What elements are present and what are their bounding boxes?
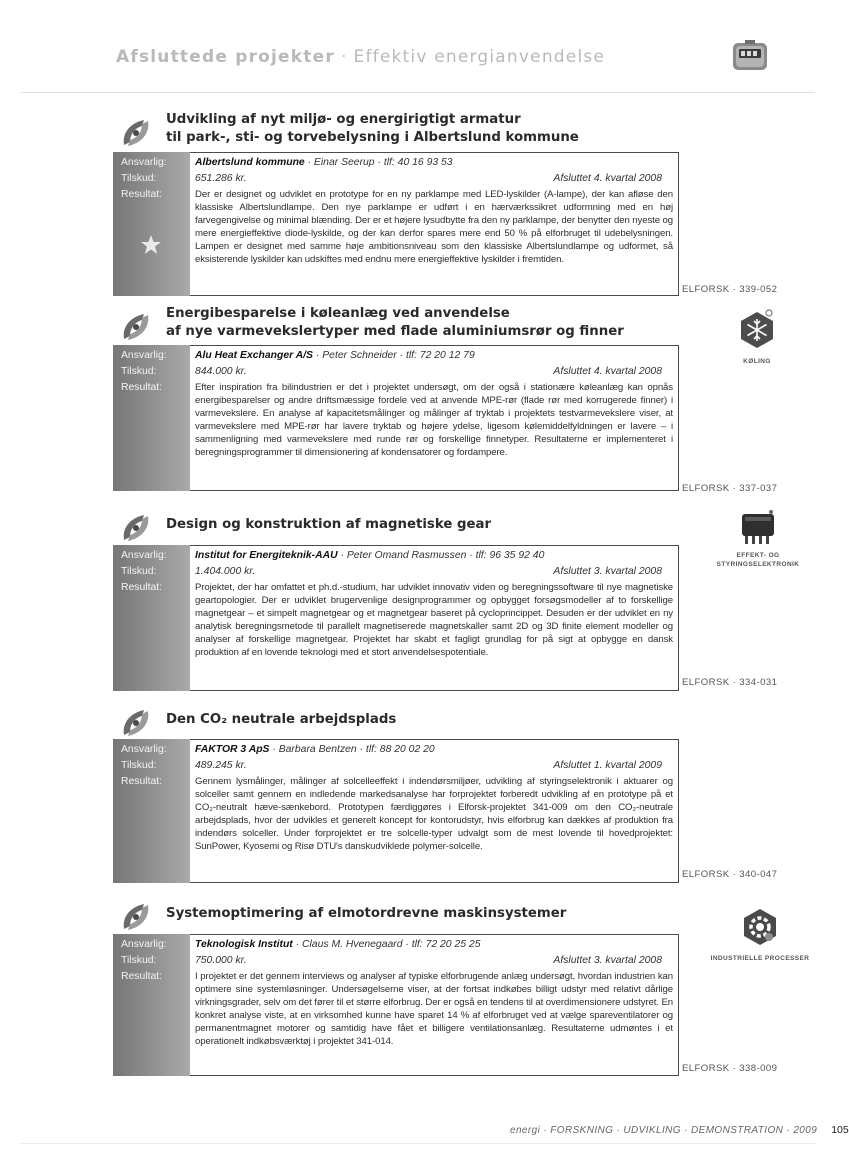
project-label-column [113,152,190,296]
project-details [190,152,679,296]
project-completed: Afsluttet 4. kvartal 2008 [553,366,662,377]
project-result: Gennem lysmålinger, målinger af solcelleeffekt i indendørsmiljøer, udvikling af styringselektronik i aktuarer og solceller samt gennem en indledende markedsanalyse har forprojektet forberedt udvikling af en prototype på et CO₂-neutralt hæve-sænkebord. Prototypen færdiggøres i Elforsk-projektet 341-009 om den CO₂-neutrale arbejdsplads, hvor der udvikles et generelt koncept for kontorudstyr, hvis elforbrug kan dækkes af produktion fra indendørs solceller. Under forprojektet er tre solcelle-typer udvalgt som de mest lovende til hovedprojektet: SunPower, Kyosemi og Risø DTU's danskudviklede polymer-solcelle. [195,776,673,852]
section-title: Afsluttede projekter [116,47,335,67]
project-result: I projektet er det gennem interviews og analyser af typiske elforbrugende anlæg undersøgt, hvordan industrien kan optimere sine systemløsninger. Undersøgelserne viser, at der fortsat indkøbes billigt udstyr med relativt dårlige virkningsgrader, selv om det fører til et større elforbrug. Der er også en tendens til at overdimensionere udstyret. En konkret analyse viste, at en virksomhed kunne have sparet 14 % af elforbruget ved at vælge spareventilatorer og permanentmagnet motorer og samtidig have fået et billigere ventilationsanlæg. Resultaterne udmøntes i et operationelt indkøbsværktøj i projektet 341-014. [195,971,673,1047]
project-label-column [113,345,190,491]
snowflake-icon [736,308,778,352]
project-reference: ELFORSK · 339-052 [682,284,778,295]
project-grant: 651.286 kr. [195,173,247,184]
result-label: Resultat: [121,382,163,393]
project-reference: ELFORSK · 334-031 [682,677,778,688]
project-contact: Teknologisk Institut · Claus M. Hvenegaard · tlf: 72 20 25 25 [195,939,481,950]
category-badge [700,506,816,569]
title-separator: · [340,47,348,67]
project-completed: Afsluttet 4. kvartal 2008 [553,173,662,184]
project-title: Den CO₂ neutrale arbejdsplads [166,712,397,727]
responsible-label: Ansvarlig: [121,350,167,361]
grant-label: Tilskud: [121,955,157,966]
header-divider [20,92,815,93]
battery-icon [731,37,769,75]
page-footer [510,1124,849,1136]
project-result: Efter inspiration fra bilindustrien er det i projektet undersøgt, om der også i stationære køleanlæg kan opnås energibesparelser og andre driftsmæssige fordele ved at anvende MPE-rør (flade rør med korrugerede finner) i varmevekslere. En analyse af kapacitetsmålinger og målinger af tryktab i projektets testvarmevekslere viser, at varmevekslere med MPE-rør har lavere tryktab og højere ydelse, ligesom kølemiddelfyldningen er lavere – i sammenligning med varmevekslere med runde rør og forskellige finnetyper. Resultaterne er implementeret i beregningsprogrammer til dimensionering af kondensatorer og fordampere. [195,382,673,458]
elforsk-logo-icon [118,899,154,933]
responsible-label: Ansvarlig: [121,550,167,561]
elforsk-logo-icon [118,510,154,544]
project-grant: 750.000 kr. [195,955,247,966]
project-result: Der er designet og udviklet en prototype for en ny parklampe med LED-lyskilder (A-lampe), der kan afløse den klassiske Albertslundlampe. Den nye parklampe er udført i en hærværkssikret udformning med en høj farvegengivelse og minimal blænding. Der er et højere lysudbytte fra den ny parklampe, der benytter den nyeste og mere energieffektive diode-lyskilde, og der kan derfor spares mere end 50 % på elforbruget til udebelysningen. Lampen er designet med samme høje ambitionsniveau som den klassiske Albertslundlampe og udformet, så eksisterende lyskilder kan udskiftes med endnu mere energieffektive lyskilder i fremtiden. [195,189,673,265]
project-details [190,545,679,691]
project-grant: 489.245 kr. [195,760,247,771]
microchip-icon [736,506,780,546]
project-completed: Afsluttet 3. kvartal 2008 [553,566,662,577]
project-title: Udvikling af nyt miljø- og energirigtigt armatur til park-, sti- og torvebelysning i Albertslund kommune [166,112,579,145]
result-label: Resultat: [121,189,163,200]
footer-divider [20,1143,815,1144]
project-contact: Institut for Energiteknik-AAU · Peter Omand Rasmussen · tlf: 96 35 92 40 [195,550,545,561]
project-result: Projektet, der har omfattet et ph.d.-studium, har udviklet innovativ viden og beregningssoftware til nye magnetiske geartopologier. Der er udviklet brugervenlige designprogrammer og opbygget forsøgsmodeller af to forskellige magnetgear – et simpelt magnetgear og et magnetgear baseret på cycloprincippet. Desuden er der udviklet en ny analytisk beregningsmetode til parallelt magnetiserede magnetskaller samt 2D og 3D finite element modeller og analyser af forskellige magnetgear. Projektet har skabt et fagligt grundlag for på sigt at opbygge en dansk produktion af en lovende teknologi med et stort anvendelsespotentiale. [195,582,673,658]
responsible-label: Ansvarlig: [121,744,167,755]
project-reference: ELFORSK · 337-037 [682,483,778,494]
section-subtitle: Effektiv energianvendelse [353,47,606,67]
responsible-label: Ansvarlig: [121,939,167,950]
project-details [190,934,679,1076]
category-label-line2: STYRINGSELEKTRONIK [716,561,800,568]
responsible-label: Ansvarlig: [121,157,167,168]
result-label: Resultat: [121,582,163,593]
result-label: Resultat: [121,971,163,982]
project-title: Design og konstruktion af magnetiske gear [166,517,492,532]
project-reference: ELFORSK · 340-047 [682,869,778,880]
elforsk-logo-icon [118,115,154,149]
project-reference: ELFORSK · 338-009 [682,1063,778,1074]
category-label: INDUSTRIELLE PROCESSER [710,955,810,962]
category-label [700,551,816,569]
project-title: Energibesparelse i køleanlæg ved anvendelse af nye varmevekslertyper med flade aluminiumsrør og finner [166,306,624,339]
project-completed: Afsluttet 1. kvartal 2009 [553,760,662,771]
project-contact: Alu Heat Exchanger A/S · Peter Schneider · tlf: 72 20 12 79 [195,350,475,361]
publication-name: energi · FORSKNING · UDVIKLING · DEMONSTRATION · 2009 [510,1125,818,1136]
grant-label: Tilskud: [121,566,157,577]
page-title [116,47,605,67]
category-label: KØLING [743,358,771,365]
elforsk-logo-icon [118,309,154,343]
project-details [190,345,679,491]
result-label: Resultat: [121,776,163,787]
project-completed: Afsluttet 3. kvartal 2008 [553,955,662,966]
project-grant: 1.404.000 kr. [195,566,256,577]
grant-label: Tilskud: [121,366,157,377]
star-icon [140,234,162,256]
project-details [190,739,679,883]
category-badge [704,905,816,963]
grant-label: Tilskud: [121,760,157,771]
gear-icon [739,905,781,949]
elforsk-logo-icon [118,705,154,739]
project-title: Systemoptimering af elmotordrevne maskinsystemer [166,906,567,921]
project-label-column [113,545,190,691]
project-label-column [113,934,190,1076]
project-label-column [113,739,190,883]
project-contact: FAKTOR 3 ApS · Barbara Bentzen · tlf: 88 20 02 20 [195,744,435,755]
category-badge [712,308,802,366]
project-contact: Albertslund kommune · Einar Seerup · tlf: 40 16 93 53 [195,157,453,168]
project-grant: 844.000 kr. [195,366,247,377]
grant-label: Tilskud: [121,173,157,184]
category-label-line1: EFFEKT- OG [736,552,780,559]
page-number: 105 [831,1124,849,1136]
